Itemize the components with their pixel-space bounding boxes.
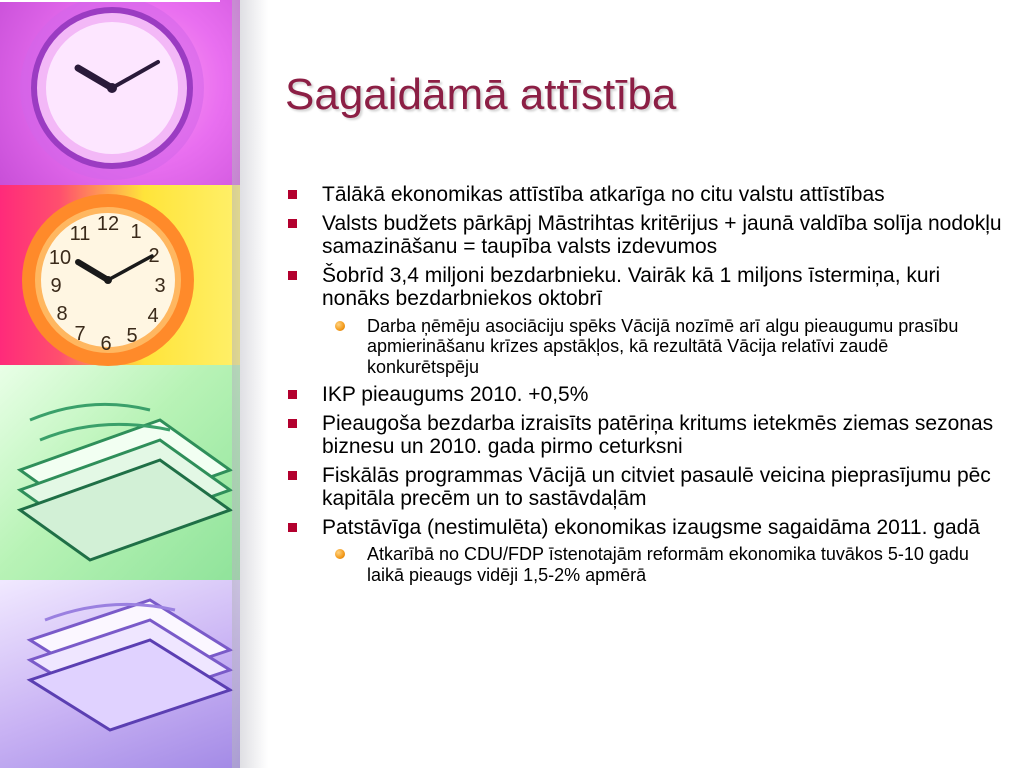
sub-bullet-text: Atkarībā no CDU/FDP īstenotajām reformām ekonomika tuvākos 5-10 gadu laikā pieaugs vidēji 1,5-2% apmērā	[367, 544, 969, 585]
square-bullet-icon	[288, 271, 297, 280]
square-bullet-icon	[288, 471, 297, 480]
clock-number-1: 1	[130, 221, 142, 243]
clock-number-12: 12	[96, 213, 120, 235]
clock-number-7: 7	[74, 323, 86, 345]
sub-bullet-item	[285, 544, 1005, 585]
bullet-text: Pieaugoša bezdarba izraisīts patēriņa kritums ietekmēs ziemas sezonas biznesu un 2010. gada pirmo ceturksni	[322, 411, 994, 458]
purple-clock-icon	[20, 0, 204, 180]
clock-number-5: 5	[126, 325, 138, 347]
strip-shadow	[232, 0, 268, 768]
bullet-item	[285, 516, 1005, 540]
orange-clock-icon	[22, 194, 194, 366]
bullet-item	[285, 264, 1005, 311]
square-bullet-icon	[288, 419, 297, 428]
clock-number-8: 8	[56, 303, 68, 325]
clock-number-9: 9	[50, 275, 62, 297]
clock-number-11: 11	[69, 223, 91, 245]
bullet-text: Šobrīd 3,4 miljoni bezdarbnieku. Vairāk kā 1 miljons īstermiņa, kuri nonāks bezdarbniekos oktobrī	[322, 263, 941, 310]
round-bullet-icon	[335, 321, 345, 331]
bullet-item	[285, 464, 1005, 511]
clock-number-10: 10	[48, 247, 72, 269]
clock-number-4: 4	[147, 305, 159, 327]
clock-number-6: 6	[100, 333, 112, 355]
square-bullet-icon	[288, 190, 297, 199]
bullet-text: Valsts budžets pārkāpj Māstrihtas kritērijus + jaunā valdība solīja nodokļu samazināšanu = taupība valsts izdevumos	[322, 211, 1002, 258]
purple-books-icon	[30, 600, 230, 730]
clock-number-2: 2	[148, 245, 160, 267]
top-divider-line	[0, 0, 220, 2]
square-bullet-icon	[288, 523, 297, 532]
bullet-item	[285, 412, 1005, 459]
square-bullet-icon	[288, 219, 297, 228]
bullet-text: IKP pieaugums 2010. +0,5%	[322, 383, 589, 406]
green-books-icon	[20, 404, 230, 560]
clock-number-3: 3	[154, 275, 166, 297]
strip-artwork	[0, 0, 240, 768]
slide-title: Sagaidāmā attīstība	[285, 70, 677, 119]
round-bullet-icon	[335, 549, 345, 559]
bullet-item	[285, 212, 1005, 259]
sub-bullet-text: Darba ņēmēju asociāciju spēks Vācijā nozīmē arī algu pieaugumu prasību apmierināšanu krīzes apstākļos, kā rezultātā Vācija relatīvi zaudē konkurētspēju	[367, 315, 959, 377]
bullet-item	[285, 383, 1005, 407]
bullet-item	[285, 183, 1005, 207]
bullet-text: Fiskālās programmas Vācijā un citviet pasaulē veicina pieprasījumu pēc kapitāla precēm un to sastāvdaļām	[322, 463, 991, 510]
decorative-image-strip	[0, 0, 240, 768]
sub-bullet-item	[285, 316, 1005, 378]
bullet-text: Tālākā ekonomikas attīstība atkarīga no citu valstu attīstības	[322, 183, 885, 206]
square-bullet-icon	[288, 390, 297, 399]
bullet-text: Patstāvīga (nestimulēta) ekonomikas izaugsme sagaidāma 2011. gadā	[322, 515, 980, 539]
bullet-list	[285, 183, 1005, 591]
